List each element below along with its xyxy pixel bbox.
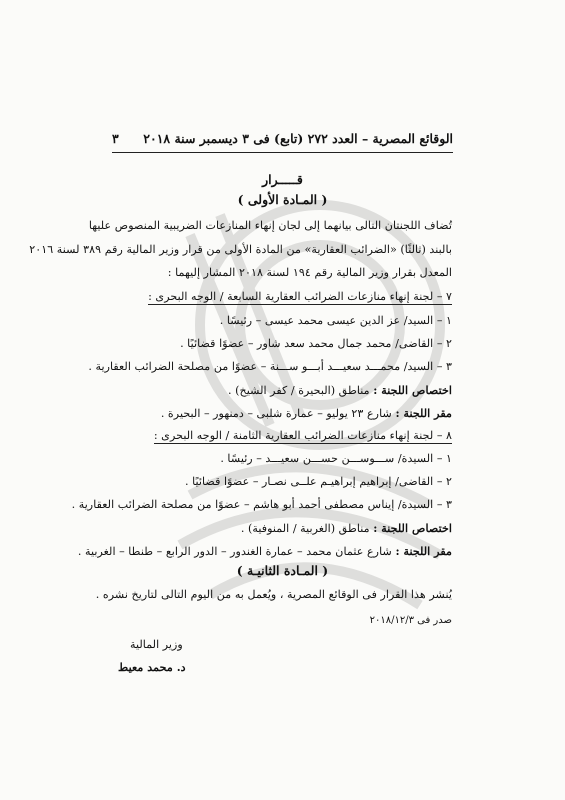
committee8-member-3: ٣ – السيدة/ إيناس مصطفى أحمد أبو هاشم – عضوًا من مصلحة الضرائب العقارية .: [71, 498, 452, 511]
header-title: الوقائع المصرية – العدد ٢٧٢ (تابع) فى ٣ ديسمبر سنة ٢٠١٨: [143, 131, 453, 146]
header-divider: [112, 152, 453, 153]
committee7-member-2: ٢ – القاضى/ محمد جمال محمد سعد شاور – عضوًا قضائيًا .: [180, 337, 452, 350]
article2-heading: ( المـادة الثانيـة ): [236, 563, 329, 578]
committee8-title: [112, 429, 452, 443]
committee7-member-3: ٣ – السيد/ محمـــد سعيـــد أبـــو ســـنة – عضوًا من مصلحة الضرائب العقارية .: [88, 360, 452, 373]
jurisdiction-value: مناطق (البحيرة / كفر الشيخ) .: [228, 384, 370, 397]
committee7-title-text: ٧ – لجنة إنهاء منازعات الضرائب العقارية السابعة / الوجه البحرى :: [148, 290, 452, 303]
publication-text: يُنشر هذا القرار فى الوقائع المصرية ، ويُعمل به من اليوم التالى لتاريخ نشره .: [95, 588, 452, 601]
committee8-member-2: ٢ – القاضى/ إبراهيم إبراهيـم علــى نصـار – عضوًا قضائيًا .: [184, 475, 452, 488]
committee8-member-1: ١ – السيدة/ ســـوســـن حســـن سعيـــد – رئيسًا .: [220, 452, 452, 465]
body-line-3: المعدل بقرار وزير المالية رقم ١٩٤ لسنة ٢٠١٨ المشار إليهما :: [167, 266, 452, 279]
body-line-1: تُضاف اللجنتان التالى بيانهما إلى لجان إنهاء المنازعات الضريبية المنصوص عليها: [88, 219, 452, 232]
committee8-title-text: ٨ – لجنة إنهاء منازعات الضرائب العقارية الثامنة / الوجه البحرى :: [153, 429, 452, 442]
committee7-member-1: ١ – السيد/ عز الدين عيسى محمد عيسى – رئيسًا .: [219, 314, 452, 327]
issued-date: صدر فى ٢٠١٨/١٢/٣: [369, 615, 452, 626]
hq-label: مقر اللجنة :: [395, 544, 452, 558]
jurisdiction-label: اختصاص اللجنة :: [373, 521, 452, 535]
committee7-hq: [112, 406, 452, 421]
signature-title: وزير المالية: [130, 638, 183, 651]
body-line-2: بالبند (ثالثًا) «الضرائب العقارية» من المادة الأولى من قرار وزير المالية رقم ٣٨٩ لسنة ٢٠١٦: [29, 243, 452, 256]
page-number: ٣: [112, 131, 119, 146]
gazette-header: [112, 131, 453, 146]
signature-name: د. محمد معيط: [118, 660, 186, 674]
jurisdiction-label: اختصاص اللجنة :: [373, 383, 452, 397]
committee7-title: [112, 290, 452, 304]
committee8-hq: [77, 544, 452, 559]
decree-heading: قـــــرار: [262, 172, 303, 187]
committee8-jurisdiction: [112, 521, 452, 536]
hq-value: شارع ٢٣ يوليو – عمارة شلبى – دمنهور – البحيرة .: [160, 407, 392, 420]
hq-label: مقر اللجنة :: [395, 406, 452, 420]
jurisdiction-value: مناطق (الغربية / المنوفية) .: [240, 522, 370, 535]
hq-value: شارع عثمان محمد – عمارة الغندور – الدور الرابع – طنطا – الغربية .: [77, 545, 392, 558]
committee7-jurisdiction: [112, 383, 452, 398]
article1-heading: ( المـادة الأولى ): [237, 192, 328, 207]
